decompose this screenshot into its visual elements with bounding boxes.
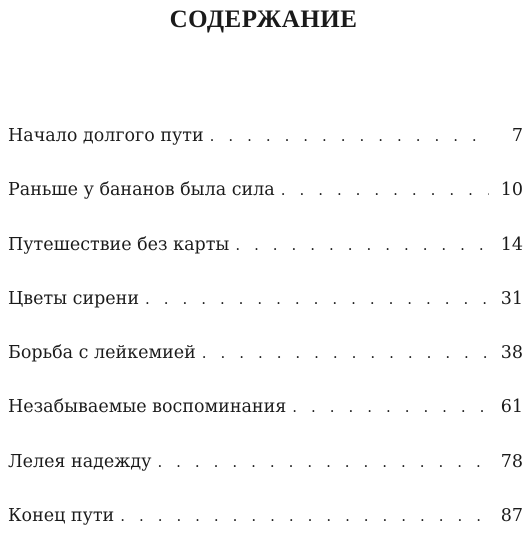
toc-entry-title: Начало долгого пути: [8, 126, 204, 146]
toc-entry: [8, 284, 523, 338]
toc-entry-page-number: 10: [500, 180, 523, 201]
toc-entry: [8, 175, 523, 229]
toc-entry: [8, 121, 523, 175]
dot-leader: [292, 392, 489, 422]
page-title: СОДЕРЖАНИЕ: [169, 6, 358, 33]
dot-leader: [202, 338, 489, 368]
toc-entry-page-number: 14: [500, 234, 523, 255]
toc-entry-title: Лелея надежду: [8, 451, 152, 472]
toc-entry: [8, 501, 523, 555]
toc-entry: [8, 447, 523, 501]
table-of-contents: [8, 121, 523, 555]
dot-leader: [235, 230, 489, 260]
toc-entry-page-number: 38: [500, 343, 523, 364]
toc-entry-title: Раньше у бананов была сила: [8, 180, 275, 201]
toc-entry-page-number: 61: [500, 397, 523, 418]
toc-entry-title: Путешествие без карты: [8, 234, 230, 255]
toc-entry: [8, 230, 523, 284]
dot-leader: [210, 121, 489, 151]
toc-entry-page-number: 78: [500, 451, 523, 472]
toc-entry-page-number: 7: [511, 126, 523, 146]
toc-entry: [8, 392, 523, 446]
toc-entry-title: Борьба с лейкемией: [8, 343, 196, 364]
dot-leader: [120, 501, 489, 531]
toc-entry-title: Конец пути: [8, 506, 115, 527]
toc-entry: [8, 338, 523, 392]
dot-leader: [157, 447, 489, 477]
toc-entry-page-number: 31: [500, 288, 523, 309]
toc-entry-title: Цветы сирени: [8, 288, 139, 309]
toc-entry-page-number: 87: [500, 506, 523, 527]
dot-leader: [281, 175, 489, 205]
toc-entry-title: Незабываемые воспоминания: [8, 397, 287, 418]
dot-leader: [145, 284, 489, 314]
